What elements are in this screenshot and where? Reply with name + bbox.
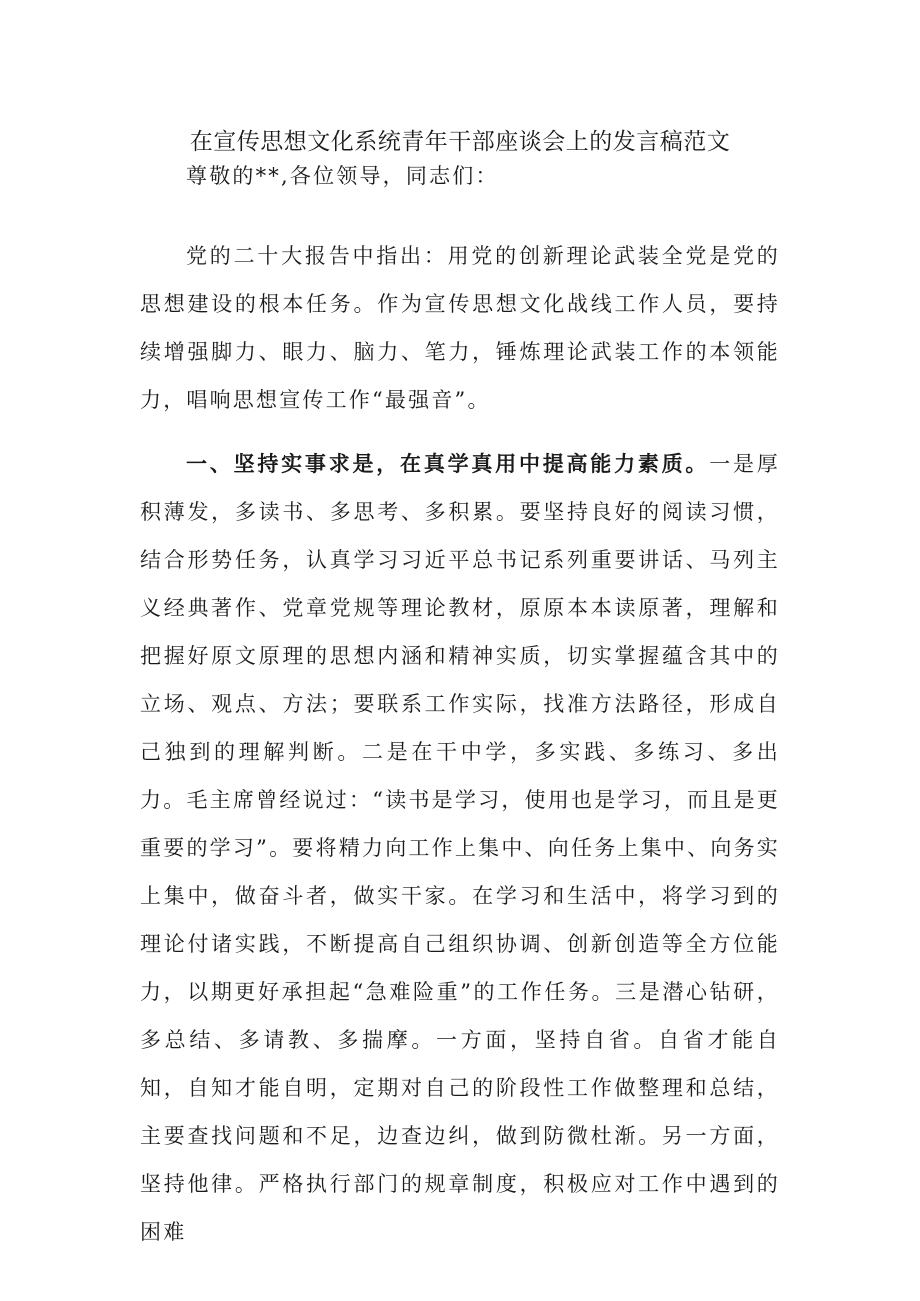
document-title: 在宣传思想文化系统青年干部座谈会上的发言稿范文	[189, 129, 731, 155]
section-1-body: 一是厚积薄发，多读书、多思考、多积累。要坚持良好的阅读习惯，结合形势任务，认真学习习近平总书记系列重要讲话、马列主义经典著作、党章党规等理论教材，原原本本读原著，理解和把握好原文原理的思想内涵和精神实质，切实掌握蕴含其中的立场、观点、方法；要联系工作实际，找准方法路径，形成自己独到的理解判断。二是在干中学，多实践、多练习、多出力。毛主席曾经说过：“读书是学习，使用也是学习，而且是更重要的学习”。要将精力向工作上集中、向任务上集中、向务实上集中，做奋斗者，做实干家。在学习和生活中，将学习到的理论付诸实践，不断提高自己组织协调、创新创造等全方位能力，以期更好承担起“急难险重”的工作任务。三是潜心钻研，多总结、多请教、多揣摩。一方面，坚持自省。自省才能自知，自知才能自明，定期对自己的阶段性工作做整理和总结，主要查找问题和不足，边查边纠，做到防微杜渐。另一方面，坚持他律。严格执行部门的规章制度，积极应对工作中遇到的困难	[140, 452, 780, 1244]
paragraph-intro: 党的二十大报告中指出：用党的创新理论武装全党是党的思想建设的根本任务。作为宣传思想文化战线工作人员，要持续增强脚力、眼力、脑力、笔力，锤炼理论武装工作的本领能力，唱响思想宣传工作“最强音”。	[140, 244, 780, 412]
greeting: 尊敬的**,各位领导，同志们：	[186, 164, 499, 188]
section-1-heading: 一、坚持实事求是，在真学真用中提高能力素质。	[186, 451, 710, 476]
paragraph-section-1	[140, 440, 780, 1256]
